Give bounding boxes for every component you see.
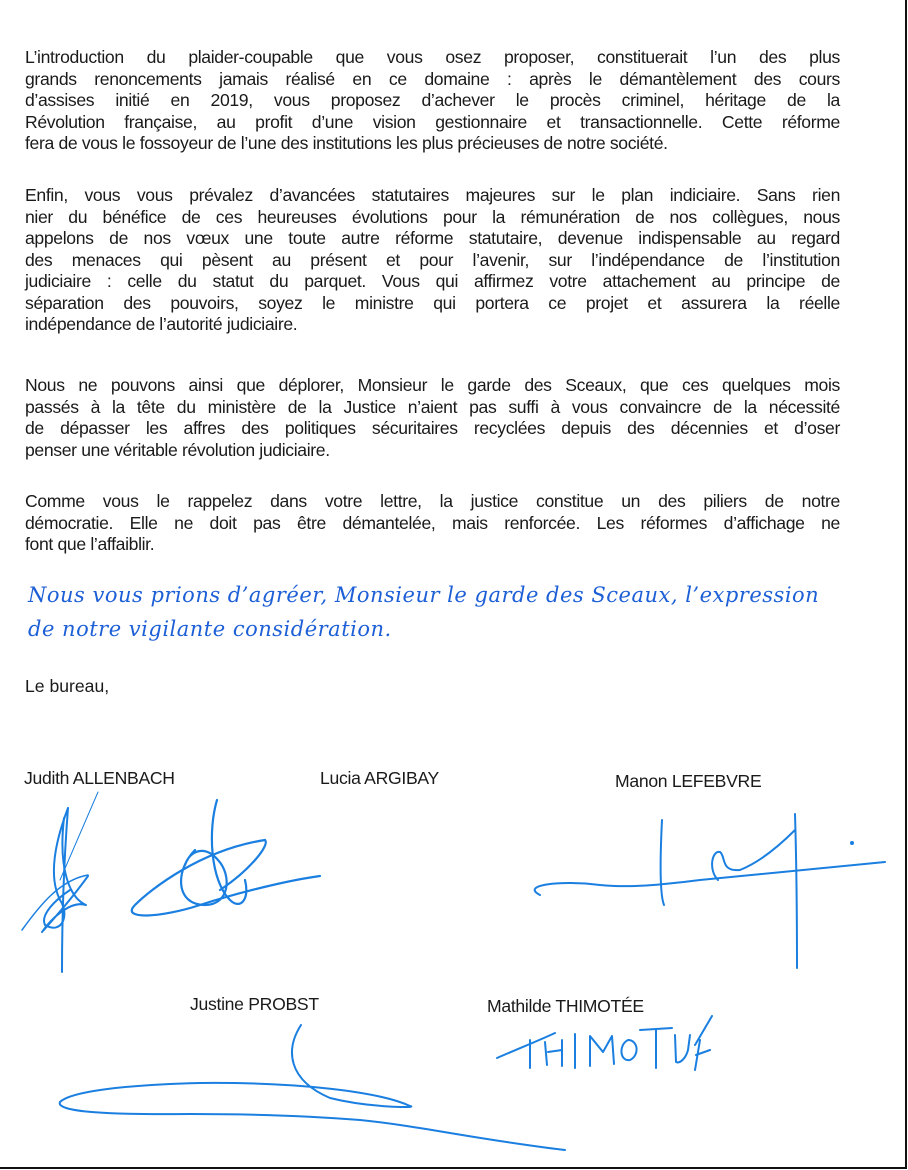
text-line: de dépasser les affres des politiques sécuritaires recyclées depuis des décennies et d’oser	[25, 418, 840, 438]
text-line: nier du bénéfice de ces heureuses évolutions pour la rémunération de nos collègues, nous	[25, 206, 840, 227]
signature-argibay	[132, 800, 320, 916]
text-line: Révolution française, au profit d’une vision gestionnaire et transactionnelle. Cette réforme	[25, 111, 840, 132]
signatory-name: Manon LEFEBVRE	[615, 771, 762, 791]
text-line: grands renoncements jamais réalisé en ce domaine : après le démantèlement des cours	[25, 68, 840, 89]
signature-lefebvre	[535, 814, 885, 968]
text-line: démocratie. Elle ne doit pas être démantelée, mais renforcée. Les réformes d’affichage ne	[25, 512, 840, 533]
text-line: penser une véritable révolution judiciaire.	[25, 439, 330, 460]
signatory-name: Justine PROBST	[190, 994, 319, 1014]
signature-stroke	[22, 875, 88, 930]
signature-stroke	[590, 1036, 614, 1066]
text-line: passés à la tête du ministère de la Justice n’aient pas suffi à vous convaincre de la nécessité	[25, 396, 840, 417]
text-line: Nous ne pouvons ainsi que déplorer, Monsieur le garde des Sceaux, que ces quelques mois	[25, 375, 840, 395]
signature-stroke	[695, 1016, 712, 1070]
text-line: Comme vous le rappelez dans votre lettre, la justice constitue un des piliers de notre	[25, 491, 840, 511]
text-line: judiciaire : celle du statut du parquet. Vous qui affirmez votre attachement au principe de	[25, 271, 840, 291]
text-line: appelons de nos vœux une toute autre réforme statutaire, devenue indispensable au regard	[25, 228, 840, 248]
signature-stroke	[42, 818, 88, 932]
text-line: fera de vous le fossoyeur de l’une des institutions les plus précieuses de notre société.	[25, 133, 668, 153]
signature-stroke	[497, 1033, 555, 1058]
signature-allenbach	[22, 792, 98, 972]
text-line: séparation des pouvoirs, soyez le ministre qui portera ce projet et assurera la réelle	[25, 292, 840, 313]
paragraph-plaider-coupable	[25, 47, 840, 155]
paragraph-democratie	[25, 491, 840, 556]
handwritten-closing	[28, 578, 908, 646]
text-line: L’introduction du plaider-coupable que vous osez proposer, constituerait l’un des plus	[25, 47, 840, 67]
signature-stroke	[132, 840, 320, 916]
signature-stroke	[640, 1028, 672, 1068]
signature-stroke	[60, 792, 98, 880]
signature-stroke	[621, 1040, 636, 1060]
signature-stroke	[181, 850, 227, 905]
signature-stroke	[44, 808, 70, 928]
signature-stroke	[62, 808, 68, 972]
text-line: des menaces qui pèsent au présent et pour l’avenir, sur l’indépendance de l’institution	[25, 249, 840, 270]
signatory-name: Lucia ARGIBAY	[320, 768, 439, 788]
paragraph-statut	[25, 185, 840, 336]
text-line: d’assises initié en 2019, vous proposez d’achever le procès criminel, héritage de la	[25, 90, 840, 110]
text-line: font que l’affaiblir.	[25, 534, 155, 554]
signature-stroke	[60, 1025, 565, 1150]
closing-salutation: Le bureau,	[25, 676, 110, 696]
signature-stroke	[220, 840, 266, 890]
signatory-name: Mathilde THIMOTÉE	[487, 996, 644, 1016]
signature-dot	[851, 842, 853, 844]
paragraph-deplorer	[25, 375, 840, 461]
signature-stroke	[795, 814, 797, 968]
signatory-name: Judith ALLENBACH	[24, 768, 175, 788]
handwritten-line: de notre vigilante considération.	[28, 617, 392, 641]
handwritten-line: Nous vous prions d’agréer, Monsieur le garde des Sceaux, l’expression	[28, 583, 820, 607]
text-line: indépendance de l’autorité judiciaire.	[25, 314, 298, 334]
signature-stroke	[212, 800, 246, 904]
signature-thimotee	[497, 1016, 712, 1070]
signature-probst	[60, 1025, 565, 1150]
signature-stroke	[675, 1035, 690, 1062]
signature-stroke	[661, 820, 664, 905]
text-line: Enfin, vous vous prévalez d’avancées statutaires majeures sur le plan indiciaire. Sans rien	[25, 185, 840, 205]
signature-stroke	[535, 862, 885, 895]
signature-stroke	[545, 1040, 562, 1066]
signature-stroke	[712, 830, 795, 880]
